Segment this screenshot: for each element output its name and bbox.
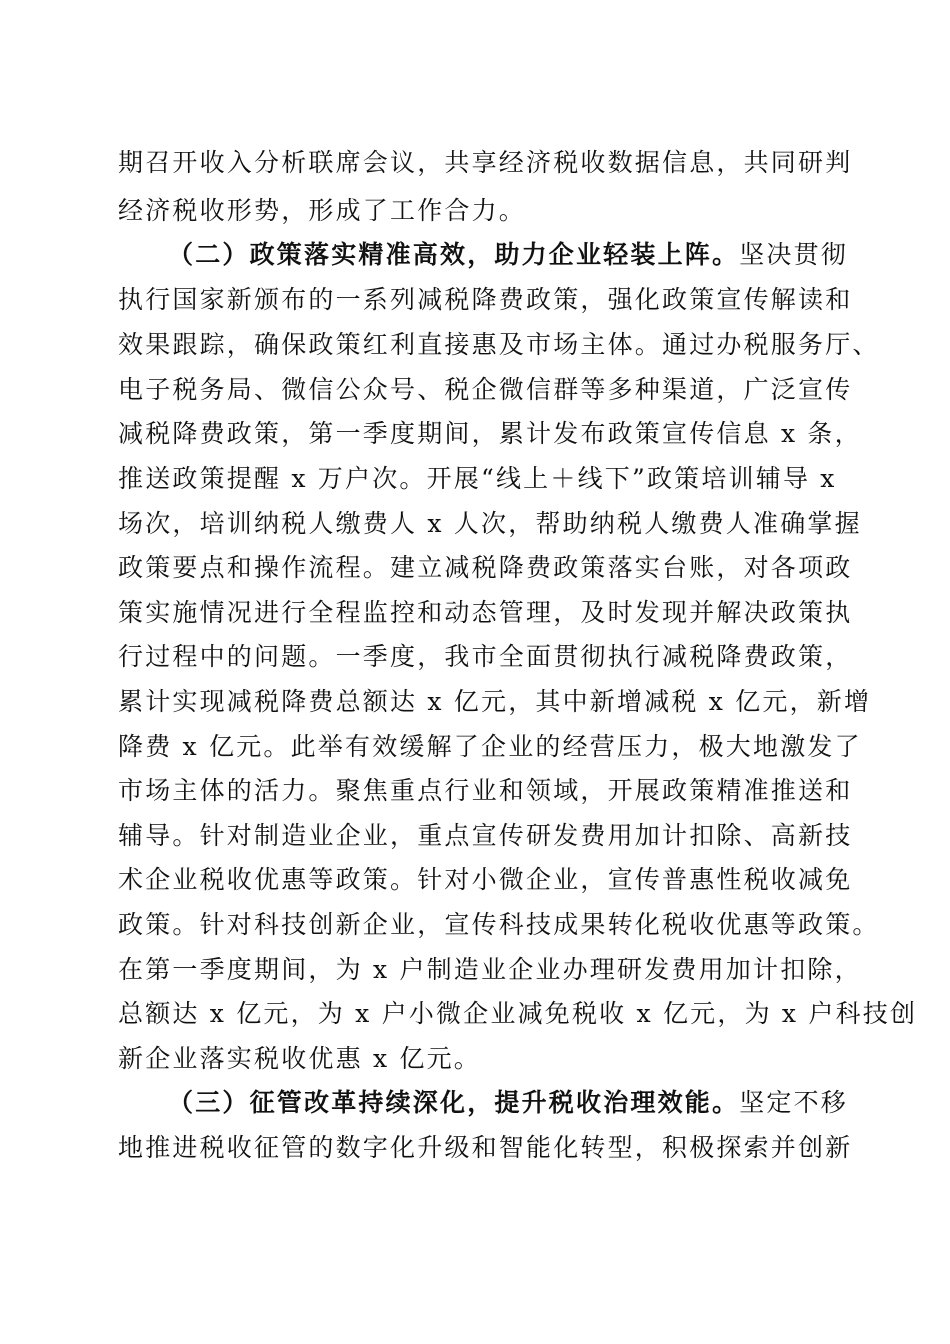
paragraph-1-line-2: 经济税收形势，形成了工作合力。 bbox=[118, 196, 527, 225]
paragraph-2-line-15: 术企业税收优惠等政策。针对小微企业，宣传普惠性税收减免 bbox=[118, 865, 853, 894]
paragraph-2-line-16: 政策。针对科技创新企业，宣传科技成果转化税收优惠等政策。 bbox=[118, 910, 880, 939]
paragraph-2-line-12: 降费 x 亿元。此举有效缓解了企业的经营压力，极大地激发了 bbox=[118, 732, 862, 761]
paragraph-3-first-line-text: 坚定不移 bbox=[739, 1088, 849, 1117]
paragraph-2-line-7: 场次，培训纳税人缴费人 x 人次，帮助纳税人缴费人准确掌握 bbox=[118, 509, 862, 538]
paragraph-2-line-14: 辅导。针对制造业企业，重点宣传研发费用加计扣除、高新技 bbox=[118, 821, 853, 850]
paragraph-2-line-5: 减税降费政策，第一季度期间，累计发布政策宣传信息 x 条， bbox=[118, 419, 862, 448]
paragraph-3-first-line bbox=[168, 1088, 848, 1118]
paragraph-2-line-13: 市场主体的活力。聚焦重点行业和领域，开展政策精准推送和 bbox=[118, 776, 853, 805]
paragraph-2-line-8: 政策要点和操作流程。建立减税降费政策落实台账，对各项政 bbox=[118, 553, 853, 582]
paragraph-2-line-2: 执行国家新颁布的一系列减税降费政策，强化政策宣传解读和 bbox=[118, 285, 853, 314]
paragraph-2-line-6: 推送政策提醒 x 万户次。开展“线上＋线下”政策培训辅导 x bbox=[118, 464, 837, 493]
paragraph-2-line-17: 在第一季度期间，为 x 户制造业企业办理研发费用加计扣除， bbox=[118, 955, 862, 984]
paragraph-2-line-11: 累计实现减税降费总额达 x 亿元，其中新增减税 x 亿元，新增 bbox=[118, 687, 872, 716]
paragraph-2-first-line-text: 坚决贯彻 bbox=[739, 240, 849, 269]
paragraph-1-line-1: 期召开收入分析联席会议，共享经济税收数据信息，共同研判 bbox=[118, 148, 853, 177]
paragraph-2-heading: （二）政策落实精准高效，助力企业轻装上阵。 bbox=[168, 240, 740, 269]
paragraph-2-line-4: 电子税务局、微信公众号、税企微信群等多种渠道，广泛宣传 bbox=[118, 375, 853, 404]
paragraph-2-line-19: 新企业落实税收优惠 x 亿元。 bbox=[118, 1044, 481, 1073]
paragraph-3-line-2: 地推进税收征管的数字化升级和智能化转型，积极探索并创新 bbox=[118, 1133, 853, 1162]
paragraph-2-line-3: 效果跟踪，确保政策红利直接惠及市场主体。通过办税服务厅、 bbox=[118, 330, 880, 359]
paragraph-2-first-line bbox=[168, 240, 848, 270]
paragraph-2-line-9: 策实施情况进行全程监控和动态管理，及时发现并解决政策执 bbox=[118, 598, 853, 627]
paragraph-3-heading: （三）征管改革持续深化，提升税收治理效能。 bbox=[168, 1088, 740, 1117]
paragraph-2-line-18: 总额达 x 亿元，为 x 户小微企业减免税收 x 亿元，为 x 户科技创 bbox=[118, 999, 918, 1028]
paragraph-2-line-10: 行过程中的问题。一季度，我市全面贯彻执行减税降费政策， bbox=[118, 642, 853, 671]
